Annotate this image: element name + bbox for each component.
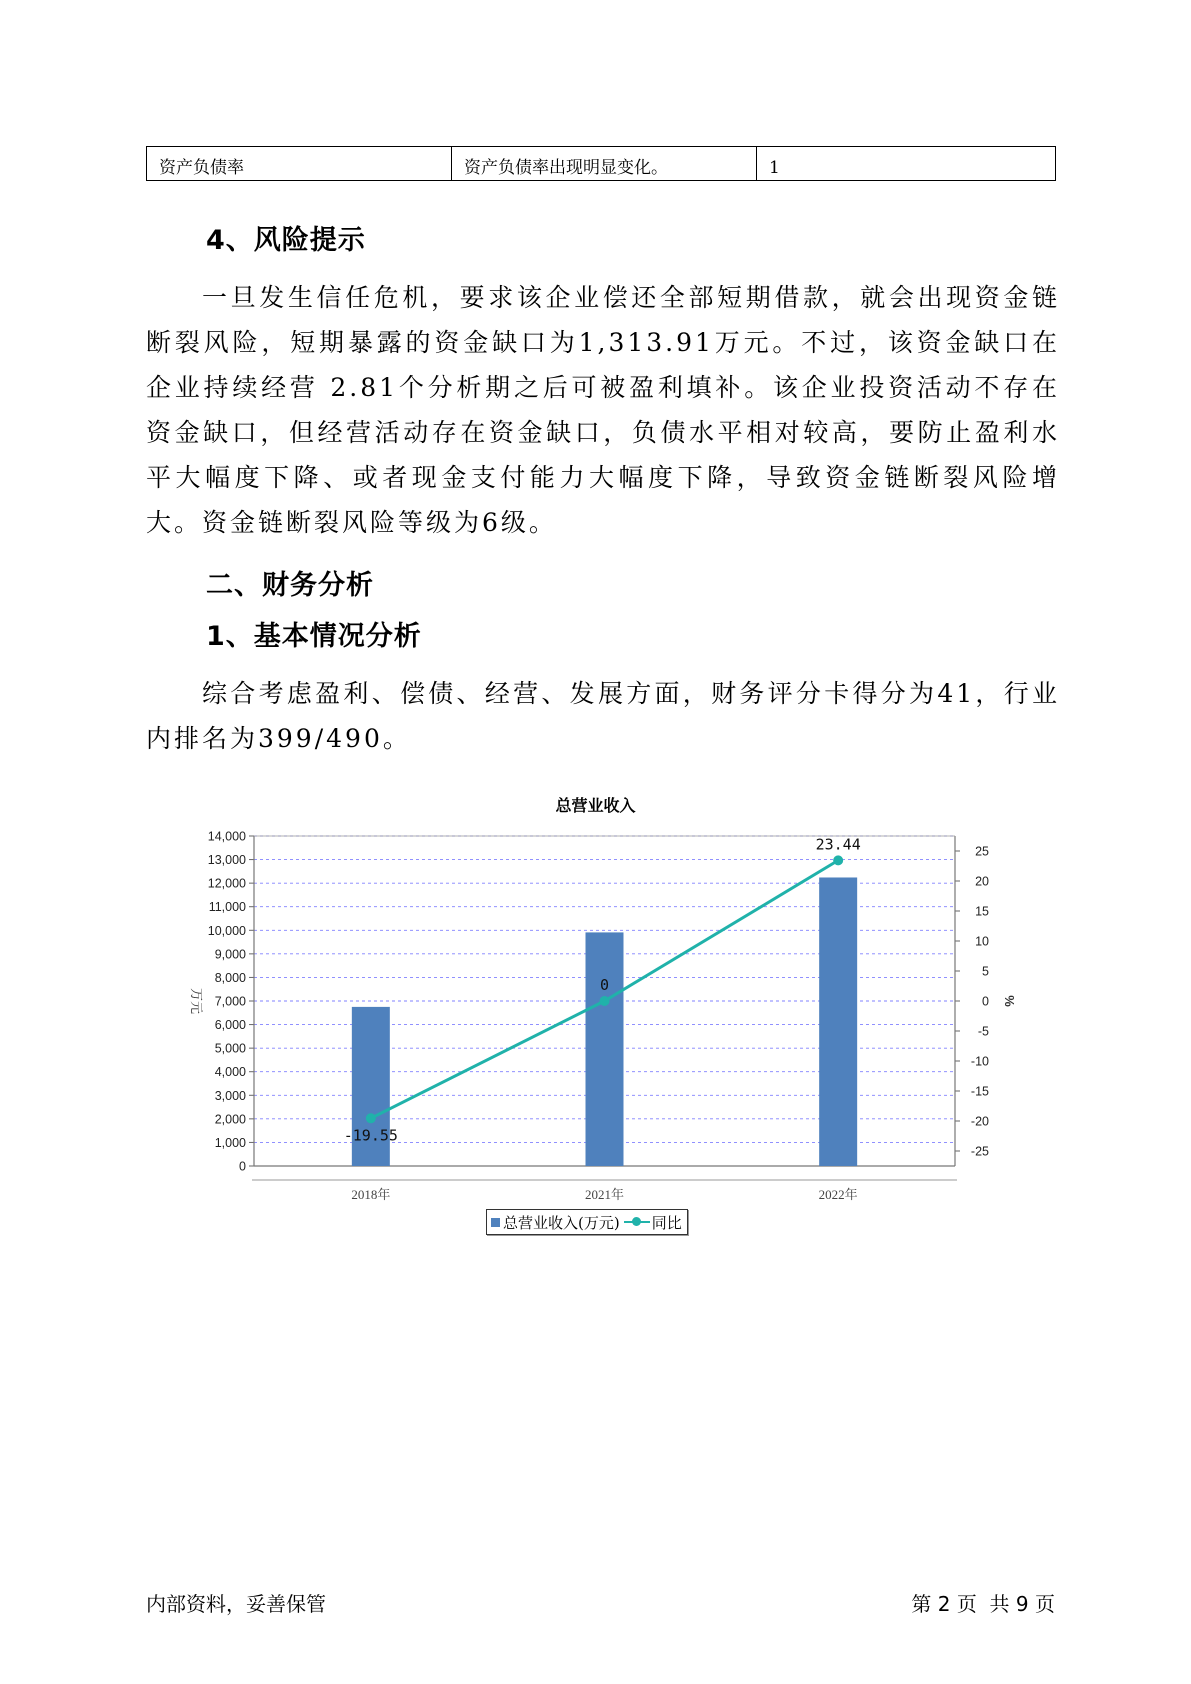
risk-heading: 4、风险提示: [206, 225, 366, 256]
x-tick-label: 2018年: [351, 1187, 391, 1202]
footer-confidential: 内部资料，妥善保管: [146, 1592, 326, 1616]
bar: [586, 932, 624, 1166]
y-tick-label: 8,000: [214, 970, 246, 985]
y-tick-label: 7,000: [214, 994, 246, 1009]
x-tick-label: 2022年: [818, 1187, 858, 1202]
y-tick-label: 0: [239, 1159, 246, 1174]
chart-legend: [486, 1209, 688, 1235]
legend-line-swatch: [624, 1217, 650, 1227]
table-cell-description: 资产负债率出现明显变化。: [452, 147, 757, 181]
legend-bar-swatch: [491, 1218, 500, 1227]
y2-tick-label: 20: [975, 874, 989, 889]
y-tick-label: 9,000: [214, 947, 246, 962]
yoy-point: [366, 1113, 376, 1123]
yoy-data-label: 0: [599, 976, 610, 994]
y2-tick-label: 25: [975, 844, 989, 859]
y2-tick-label: 0: [982, 994, 989, 1009]
y2-tick-label: -10: [970, 1054, 989, 1069]
y-tick-label: 5,000: [214, 1041, 246, 1056]
risk-paragraph: 一旦发生信任危机，要求该企业偿还全部短期借款，就会出现资金链断裂风险，短期暴露的资金缺口为1,313.91万元。不过，该资金缺口在企业持续经营 2.81个分析期之后可被盈利填补。该企业投资活动不存在资金缺口，但经营活动存在资金缺口，负债水平相对较高，要防止盈利水平大幅度下降、或者现金支付能力大幅度下降，导致资金链断裂风险增大。资金链断裂风险等级为6级。: [146, 283, 1060, 537]
y-tick-label: 12,000: [207, 876, 246, 891]
y2-tick-label: -25: [970, 1144, 989, 1159]
y2-tick-label: 10: [975, 934, 989, 949]
y2-tick-label: -5: [977, 1024, 989, 1039]
y-tick-label: 4,000: [214, 1065, 246, 1080]
y-tick-label: 3,000: [214, 1088, 246, 1103]
yoy-data-label: -19.55: [343, 1126, 398, 1145]
y-tick-label: 10,000: [207, 923, 246, 938]
finance-heading: 二、财务分析: [206, 570, 374, 601]
legend-bar-label: 总营业收入(万元): [503, 1213, 620, 1232]
footer-page-number: 第 2 页 共 9 页: [911, 1592, 1055, 1616]
table-cell-indicator: 资产负债率: [147, 147, 452, 181]
y-axis-title: 万元: [189, 987, 204, 1015]
score-paragraph: 综合考虑盈利、偿债、经营、发展方面，财务评分卡得分为41，行业内排名为399/490。: [146, 679, 1060, 753]
yoy-point: [600, 996, 610, 1006]
table-cell-score: 1: [757, 147, 1056, 181]
y-tick-label: 2,000: [214, 1112, 246, 1127]
y2-tick-label: 5: [982, 964, 989, 979]
yoy-data-label: 23.44: [815, 835, 861, 854]
legend-line-label: 同比: [651, 1213, 682, 1232]
bar: [819, 877, 857, 1166]
chart-title: 总营业收入: [555, 796, 636, 815]
y2-tick-label: 15: [975, 904, 989, 919]
y2-tick-label: -15: [970, 1084, 989, 1099]
y-tick-label: 11,000: [208, 900, 246, 915]
x-tick-label: 2021年: [584, 1187, 625, 1202]
y-tick-label: 1,000: [214, 1135, 246, 1150]
y-tick-label: 13,000: [207, 853, 246, 868]
y-tick-label: 6,000: [214, 1018, 246, 1033]
yoy-point: [833, 855, 843, 865]
y-tick-label: 14,000: [207, 829, 246, 844]
basic-analysis-heading: 1、基本情况分析: [206, 621, 422, 652]
y2-tick-label: -20: [970, 1114, 989, 1129]
y2-axis-title: %: [1002, 995, 1017, 1007]
